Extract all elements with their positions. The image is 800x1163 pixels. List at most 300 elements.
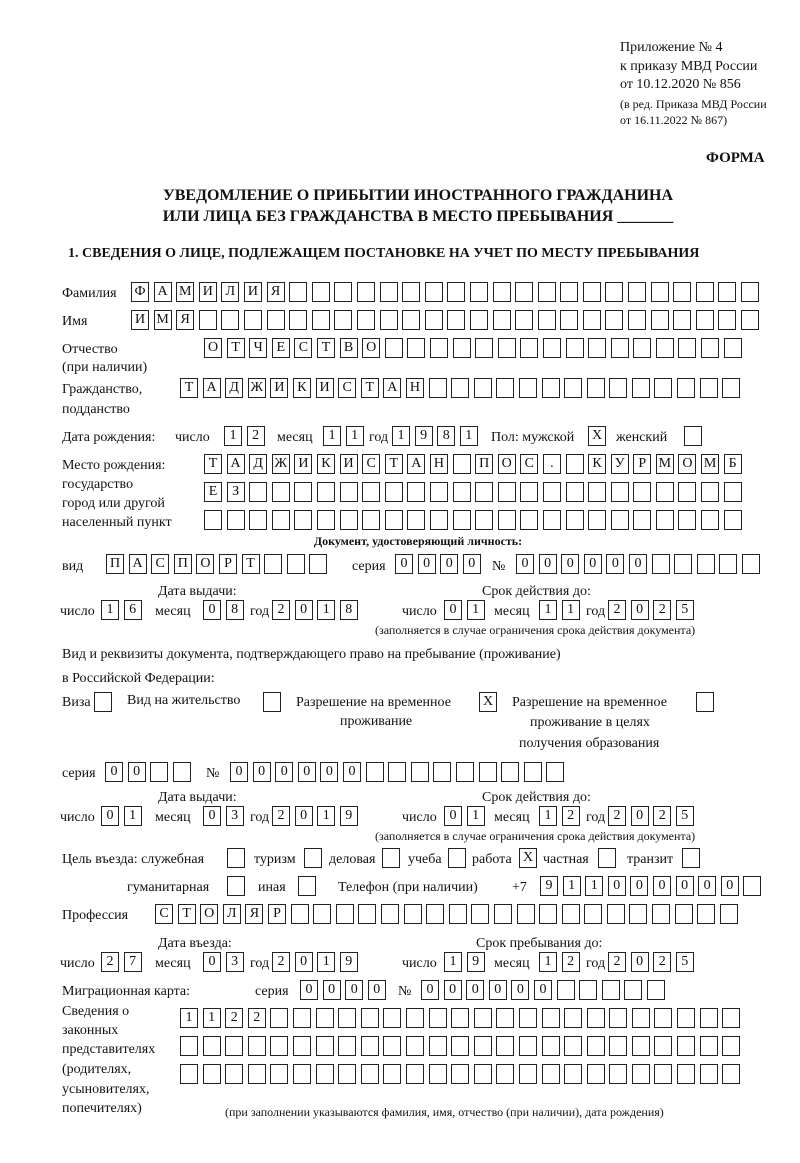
char-cell[interactable] xyxy=(429,1064,447,1084)
char-cell[interactable]: Р xyxy=(268,904,286,924)
char-cell[interactable] xyxy=(225,1036,243,1056)
char-cell[interactable]: 0 xyxy=(534,980,552,1000)
char-cell[interactable]: П xyxy=(106,554,124,574)
char-cell[interactable] xyxy=(406,1008,424,1028)
char-cell[interactable] xyxy=(722,378,740,398)
char-cell[interactable]: 2 xyxy=(247,426,265,446)
char-cell[interactable]: 1 xyxy=(467,806,485,826)
char-cell[interactable]: А xyxy=(154,282,172,302)
char-cell[interactable]: 1 xyxy=(539,806,557,826)
char-cell[interactable] xyxy=(383,1064,401,1084)
char-cell[interactable] xyxy=(609,378,627,398)
char-cell[interactable]: 2 xyxy=(272,806,290,826)
char-cell[interactable] xyxy=(453,338,471,358)
char-cell[interactable]: Т xyxy=(385,454,403,474)
char-cell[interactable]: 0 xyxy=(721,876,739,896)
char-cell[interactable] xyxy=(358,904,376,924)
char-cell[interactable] xyxy=(515,282,533,302)
char-cell[interactable] xyxy=(447,310,465,330)
char-cell[interactable] xyxy=(633,482,651,502)
char-cell[interactable] xyxy=(560,282,578,302)
char-cell[interactable]: 9 xyxy=(415,426,433,446)
char-cell[interactable] xyxy=(654,1036,672,1056)
char-cell[interactable]: О xyxy=(204,338,222,358)
char-cell[interactable] xyxy=(385,482,403,502)
char-cell[interactable]: 2 xyxy=(248,1008,266,1028)
char-cell[interactable]: 9 xyxy=(340,806,358,826)
char-cell[interactable] xyxy=(651,282,669,302)
checkbox-cell[interactable] xyxy=(696,692,714,712)
char-cell[interactable]: 1 xyxy=(444,952,462,972)
char-cell[interactable] xyxy=(474,1064,492,1084)
char-cell[interactable]: 2 xyxy=(653,952,671,972)
char-cell[interactable]: 1 xyxy=(124,806,142,826)
char-cell[interactable]: Б xyxy=(724,454,742,474)
checkbox-cell[interactable] xyxy=(304,848,322,868)
char-cell[interactable]: 8 xyxy=(226,600,244,620)
char-cell[interactable]: К xyxy=(293,378,311,398)
char-cell[interactable] xyxy=(244,310,262,330)
char-cell[interactable]: И xyxy=(131,310,149,330)
char-cell[interactable]: 8 xyxy=(437,426,455,446)
char-cell[interactable] xyxy=(449,904,467,924)
char-cell[interactable] xyxy=(474,1036,492,1056)
char-cell[interactable] xyxy=(203,1036,221,1056)
char-cell[interactable] xyxy=(430,510,448,530)
char-cell[interactable]: Т xyxy=(178,904,196,924)
char-cell[interactable] xyxy=(542,1036,560,1056)
char-cell[interactable] xyxy=(338,1036,356,1056)
char-cell[interactable]: 3 xyxy=(226,952,244,972)
char-cell[interactable]: 0 xyxy=(295,806,313,826)
char-cell[interactable] xyxy=(678,338,696,358)
char-cell[interactable] xyxy=(722,1064,740,1084)
char-cell[interactable] xyxy=(584,904,602,924)
char-cell[interactable]: 0 xyxy=(298,762,316,782)
char-cell[interactable] xyxy=(652,904,670,924)
char-cell[interactable]: О xyxy=(498,454,516,474)
char-cell[interactable]: 1 xyxy=(323,426,341,446)
char-cell[interactable] xyxy=(411,762,429,782)
char-cell[interactable] xyxy=(701,482,719,502)
char-cell[interactable]: 1 xyxy=(392,426,410,446)
char-cell[interactable] xyxy=(493,310,511,330)
char-cell[interactable] xyxy=(294,482,312,502)
char-cell[interactable]: 2 xyxy=(101,952,119,972)
char-cell[interactable]: 0 xyxy=(395,554,413,574)
checkbox-cell[interactable]: X xyxy=(479,692,497,712)
char-cell[interactable]: 9 xyxy=(340,952,358,972)
char-cell[interactable] xyxy=(317,482,335,502)
char-cell[interactable]: Л xyxy=(221,282,239,302)
char-cell[interactable] xyxy=(249,482,267,502)
char-cell[interactable] xyxy=(633,338,651,358)
char-cell[interactable] xyxy=(316,1008,334,1028)
char-cell[interactable] xyxy=(430,482,448,502)
char-cell[interactable]: М xyxy=(176,282,194,302)
char-cell[interactable]: 2 xyxy=(562,952,580,972)
char-cell[interactable] xyxy=(313,904,331,924)
char-cell[interactable] xyxy=(543,510,561,530)
char-cell[interactable]: А xyxy=(383,378,401,398)
char-cell[interactable] xyxy=(696,310,714,330)
char-cell[interactable] xyxy=(673,282,691,302)
char-cell[interactable]: И xyxy=(270,378,288,398)
char-cell[interactable]: 0 xyxy=(511,980,529,1000)
char-cell[interactable]: 0 xyxy=(253,762,271,782)
char-cell[interactable] xyxy=(404,904,422,924)
char-cell[interactable] xyxy=(471,904,489,924)
char-cell[interactable] xyxy=(496,378,514,398)
char-cell[interactable] xyxy=(677,1036,695,1056)
char-cell[interactable] xyxy=(475,482,493,502)
char-cell[interactable]: . xyxy=(543,454,561,474)
char-cell[interactable] xyxy=(447,282,465,302)
char-cell[interactable] xyxy=(425,310,443,330)
char-cell[interactable] xyxy=(654,1064,672,1084)
char-cell[interactable] xyxy=(632,1008,650,1028)
char-cell[interactable] xyxy=(675,904,693,924)
char-cell[interactable] xyxy=(724,510,742,530)
char-cell[interactable] xyxy=(673,310,691,330)
checkbox-cell[interactable] xyxy=(298,876,316,896)
char-cell[interactable]: С xyxy=(151,554,169,574)
char-cell[interactable]: 0 xyxy=(629,554,647,574)
char-cell[interactable] xyxy=(587,1064,605,1084)
char-cell[interactable] xyxy=(316,1036,334,1056)
char-cell[interactable]: Р xyxy=(633,454,651,474)
char-cell[interactable] xyxy=(426,904,444,924)
char-cell[interactable] xyxy=(701,338,719,358)
char-cell[interactable]: 8 xyxy=(340,600,358,620)
char-cell[interactable]: 0 xyxy=(230,762,248,782)
char-cell[interactable] xyxy=(697,554,715,574)
char-cell[interactable]: 1 xyxy=(224,426,242,446)
char-cell[interactable] xyxy=(402,310,420,330)
char-cell[interactable]: 0 xyxy=(345,980,363,1000)
char-cell[interactable] xyxy=(221,310,239,330)
char-cell[interactable] xyxy=(498,338,516,358)
char-cell[interactable]: Е xyxy=(272,338,290,358)
char-cell[interactable] xyxy=(587,1036,605,1056)
char-cell[interactable]: 0 xyxy=(463,554,481,574)
char-cell[interactable]: Р xyxy=(219,554,237,574)
char-cell[interactable] xyxy=(402,282,420,302)
char-cell[interactable]: Л xyxy=(223,904,241,924)
char-cell[interactable] xyxy=(543,482,561,502)
char-cell[interactable] xyxy=(700,1008,718,1028)
char-cell[interactable]: 0 xyxy=(203,806,221,826)
char-cell[interactable]: 0 xyxy=(421,980,439,1000)
char-cell[interactable] xyxy=(496,1064,514,1084)
char-cell[interactable] xyxy=(451,378,469,398)
char-cell[interactable]: 0 xyxy=(539,554,557,574)
char-cell[interactable]: 5 xyxy=(676,600,694,620)
char-cell[interactable] xyxy=(430,338,448,358)
char-cell[interactable] xyxy=(406,1064,424,1084)
char-cell[interactable]: П xyxy=(174,554,192,574)
char-cell[interactable]: 0 xyxy=(631,952,649,972)
char-cell[interactable] xyxy=(475,510,493,530)
char-cell[interactable]: М xyxy=(701,454,719,474)
char-cell[interactable]: А xyxy=(129,554,147,574)
char-cell[interactable] xyxy=(498,510,516,530)
char-cell[interactable]: 0 xyxy=(128,762,146,782)
char-cell[interactable] xyxy=(629,904,647,924)
char-cell[interactable]: 1 xyxy=(539,600,557,620)
char-cell[interactable] xyxy=(656,510,674,530)
char-cell[interactable]: А xyxy=(203,378,221,398)
char-cell[interactable]: 0 xyxy=(561,554,579,574)
char-cell[interactable] xyxy=(293,1064,311,1084)
checkbox-cell[interactable] xyxy=(448,848,466,868)
char-cell[interactable] xyxy=(204,510,222,530)
char-cell[interactable] xyxy=(317,510,335,530)
char-cell[interactable] xyxy=(628,282,646,302)
char-cell[interactable]: 0 xyxy=(320,762,338,782)
char-cell[interactable]: К xyxy=(588,454,606,474)
char-cell[interactable] xyxy=(453,454,471,474)
char-cell[interactable] xyxy=(429,378,447,398)
char-cell[interactable] xyxy=(248,1064,266,1084)
char-cell[interactable] xyxy=(334,310,352,330)
char-cell[interactable]: 0 xyxy=(323,980,341,1000)
char-cell[interactable]: И xyxy=(316,378,334,398)
char-cell[interactable] xyxy=(587,378,605,398)
char-cell[interactable] xyxy=(678,482,696,502)
char-cell[interactable]: А xyxy=(227,454,245,474)
char-cell[interactable]: И xyxy=(244,282,262,302)
checkbox-cell[interactable] xyxy=(227,876,245,896)
char-cell[interactable]: 0 xyxy=(444,600,462,620)
char-cell[interactable] xyxy=(742,554,760,574)
char-cell[interactable] xyxy=(542,1064,560,1084)
char-cell[interactable] xyxy=(722,1036,740,1056)
char-cell[interactable] xyxy=(718,282,736,302)
char-cell[interactable] xyxy=(470,310,488,330)
char-cell[interactable]: 0 xyxy=(295,600,313,620)
char-cell[interactable]: 0 xyxy=(444,806,462,826)
char-cell[interactable] xyxy=(677,378,695,398)
char-cell[interactable]: Я xyxy=(176,310,194,330)
char-cell[interactable]: 0 xyxy=(444,980,462,1000)
char-cell[interactable]: 1 xyxy=(539,952,557,972)
char-cell[interactable]: 0 xyxy=(418,554,436,574)
checkbox-cell[interactable]: X xyxy=(519,848,537,868)
char-cell[interactable]: 2 xyxy=(653,806,671,826)
char-cell[interactable] xyxy=(724,338,742,358)
char-cell[interactable] xyxy=(287,554,305,574)
char-cell[interactable] xyxy=(180,1036,198,1056)
char-cell[interactable] xyxy=(388,762,406,782)
char-cell[interactable]: О xyxy=(362,338,380,358)
char-cell[interactable]: П xyxy=(475,454,493,474)
char-cell[interactable]: 0 xyxy=(516,554,534,574)
char-cell[interactable] xyxy=(361,1008,379,1028)
char-cell[interactable] xyxy=(560,310,578,330)
char-cell[interactable] xyxy=(656,482,674,502)
char-cell[interactable] xyxy=(361,1036,379,1056)
char-cell[interactable]: Т xyxy=(204,454,222,474)
char-cell[interactable] xyxy=(429,1036,447,1056)
char-cell[interactable]: 0 xyxy=(203,952,221,972)
char-cell[interactable]: Ч xyxy=(249,338,267,358)
char-cell[interactable] xyxy=(312,310,330,330)
char-cell[interactable] xyxy=(718,310,736,330)
char-cell[interactable]: Я xyxy=(245,904,263,924)
char-cell[interactable] xyxy=(294,510,312,530)
char-cell[interactable] xyxy=(406,1036,424,1056)
char-cell[interactable] xyxy=(632,378,650,398)
char-cell[interactable] xyxy=(248,1036,266,1056)
char-cell[interactable] xyxy=(624,980,642,1000)
char-cell[interactable]: О xyxy=(196,554,214,574)
char-cell[interactable]: 0 xyxy=(368,980,386,1000)
char-cell[interactable] xyxy=(701,510,719,530)
char-cell[interactable] xyxy=(264,554,282,574)
char-cell[interactable] xyxy=(270,1008,288,1028)
char-cell[interactable]: 0 xyxy=(300,980,318,1000)
char-cell[interactable] xyxy=(501,762,519,782)
char-cell[interactable] xyxy=(150,762,168,782)
char-cell[interactable]: У xyxy=(611,454,629,474)
char-cell[interactable] xyxy=(362,482,380,502)
char-cell[interactable] xyxy=(383,1008,401,1028)
char-cell[interactable] xyxy=(407,482,425,502)
char-cell[interactable]: С xyxy=(294,338,312,358)
char-cell[interactable] xyxy=(583,282,601,302)
char-cell[interactable] xyxy=(564,1036,582,1056)
char-cell[interactable]: 2 xyxy=(272,600,290,620)
char-cell[interactable] xyxy=(451,1036,469,1056)
char-cell[interactable] xyxy=(334,282,352,302)
char-cell[interactable] xyxy=(743,876,761,896)
char-cell[interactable] xyxy=(605,282,623,302)
char-cell[interactable]: 1 xyxy=(467,600,485,620)
char-cell[interactable] xyxy=(557,980,575,1000)
char-cell[interactable] xyxy=(407,338,425,358)
char-cell[interactable] xyxy=(566,454,584,474)
char-cell[interactable]: К xyxy=(317,454,335,474)
char-cell[interactable] xyxy=(309,554,327,574)
char-cell[interactable] xyxy=(225,1064,243,1084)
char-cell[interactable] xyxy=(524,762,542,782)
char-cell[interactable]: 5 xyxy=(676,806,694,826)
char-cell[interactable] xyxy=(407,510,425,530)
char-cell[interactable] xyxy=(362,510,380,530)
char-cell[interactable] xyxy=(562,904,580,924)
char-cell[interactable]: 0 xyxy=(653,876,671,896)
char-cell[interactable] xyxy=(607,904,625,924)
char-cell[interactable] xyxy=(543,338,561,358)
char-cell[interactable] xyxy=(180,1064,198,1084)
char-cell[interactable]: 1 xyxy=(317,952,335,972)
char-cell[interactable] xyxy=(564,1064,582,1084)
char-cell[interactable] xyxy=(579,980,597,1000)
char-cell[interactable]: 0 xyxy=(203,600,221,620)
char-cell[interactable] xyxy=(700,1064,718,1084)
char-cell[interactable] xyxy=(520,338,538,358)
char-cell[interactable]: А xyxy=(407,454,425,474)
char-cell[interactable]: 2 xyxy=(608,600,626,620)
char-cell[interactable] xyxy=(520,510,538,530)
char-cell[interactable]: 1 xyxy=(562,600,580,620)
char-cell[interactable] xyxy=(628,310,646,330)
char-cell[interactable] xyxy=(651,310,669,330)
char-cell[interactable]: 2 xyxy=(608,806,626,826)
char-cell[interactable]: Т xyxy=(227,338,245,358)
char-cell[interactable] xyxy=(588,482,606,502)
char-cell[interactable] xyxy=(385,510,403,530)
char-cell[interactable]: 0 xyxy=(101,806,119,826)
char-cell[interactable] xyxy=(496,1036,514,1056)
checkbox-cell[interactable] xyxy=(94,692,112,712)
char-cell[interactable]: 1 xyxy=(460,426,478,446)
char-cell[interactable]: В xyxy=(340,338,358,358)
char-cell[interactable] xyxy=(199,310,217,330)
char-cell[interactable] xyxy=(293,1036,311,1056)
char-cell[interactable] xyxy=(456,762,474,782)
checkbox-cell[interactable] xyxy=(598,848,616,868)
char-cell[interactable]: Т xyxy=(317,338,335,358)
char-cell[interactable] xyxy=(720,904,738,924)
char-cell[interactable] xyxy=(496,1008,514,1028)
char-cell[interactable] xyxy=(340,482,358,502)
char-cell[interactable] xyxy=(357,282,375,302)
char-cell[interactable] xyxy=(493,282,511,302)
char-cell[interactable] xyxy=(270,1064,288,1084)
checkbox-cell[interactable] xyxy=(684,426,702,446)
char-cell[interactable]: 0 xyxy=(295,952,313,972)
char-cell[interactable]: 0 xyxy=(440,554,458,574)
char-cell[interactable]: 2 xyxy=(562,806,580,826)
char-cell[interactable] xyxy=(453,482,471,502)
char-cell[interactable]: 0 xyxy=(466,980,484,1000)
char-cell[interactable] xyxy=(249,510,267,530)
char-cell[interactable] xyxy=(700,1036,718,1056)
char-cell[interactable]: 9 xyxy=(467,952,485,972)
char-cell[interactable]: 2 xyxy=(653,600,671,620)
char-cell[interactable] xyxy=(588,510,606,530)
char-cell[interactable]: 0 xyxy=(606,554,624,574)
char-cell[interactable]: И xyxy=(199,282,217,302)
char-cell[interactable]: 0 xyxy=(275,762,293,782)
char-cell[interactable] xyxy=(291,904,309,924)
char-cell[interactable] xyxy=(383,1036,401,1056)
char-cell[interactable] xyxy=(357,310,375,330)
char-cell[interactable]: И xyxy=(294,454,312,474)
char-cell[interactable] xyxy=(361,1064,379,1084)
char-cell[interactable] xyxy=(494,904,512,924)
char-cell[interactable] xyxy=(515,310,533,330)
char-cell[interactable] xyxy=(632,1036,650,1056)
char-cell[interactable] xyxy=(433,762,451,782)
checkbox-cell[interactable]: X xyxy=(588,426,606,446)
char-cell[interactable] xyxy=(609,1036,627,1056)
char-cell[interactable]: 0 xyxy=(631,806,649,826)
char-cell[interactable]: Т xyxy=(180,378,198,398)
char-cell[interactable] xyxy=(272,510,290,530)
char-cell[interactable]: 1 xyxy=(317,806,335,826)
char-cell[interactable] xyxy=(611,510,629,530)
char-cell[interactable] xyxy=(674,554,692,574)
char-cell[interactable] xyxy=(519,1008,537,1028)
char-cell[interactable] xyxy=(470,282,488,302)
char-cell[interactable]: 1 xyxy=(346,426,364,446)
char-cell[interactable] xyxy=(609,1008,627,1028)
char-cell[interactable] xyxy=(677,1008,695,1028)
char-cell[interactable] xyxy=(173,762,191,782)
